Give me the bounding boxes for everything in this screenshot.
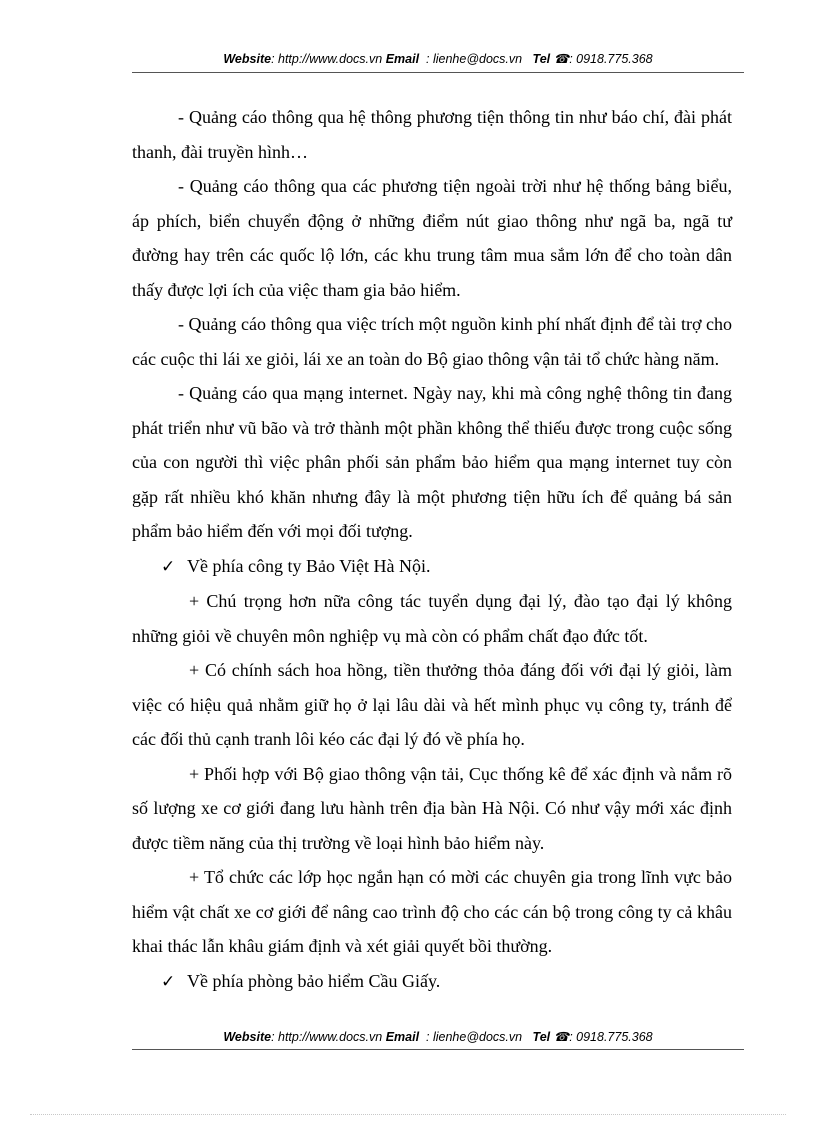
telephone-icon: ☎ xyxy=(553,1030,570,1044)
tel-label: Tel xyxy=(532,52,551,66)
tel-value: : 0918.775.368 xyxy=(569,52,653,66)
paragraph: + Chú trọng hơn nữa công tác tuyển dụng đại lý, đào tạo đại lý không những giỏi về chuyên môn nghiệp vụ mà còn có phẩm chất đạo đức tốt. xyxy=(132,591,732,646)
footer-divider xyxy=(132,1049,744,1050)
paragraph: - Quảng cáo qua mạng internet. Ngày nay, khi mà công nghệ thông tin đang phát triển như vũ bão và trở thành một phần không thể thiếu được trong cuộc sống của con người thì việc phân phối sản phẩm bảo hiểm qua mạng internet tuy còn gặp rất nhiều khó khăn nhưng đây là một phương tiện hữu ích để quảng bá sản phẩm bảo hiểm đến với mọi đối tượng. xyxy=(132,383,732,541)
website-value: : http://www.docs.vn xyxy=(271,1030,383,1044)
telephone-icon: ☎ xyxy=(553,52,570,66)
paragraph: + Phối hợp với Bộ giao thông vận tải, Cục thống kê để xác định và nắm rõ số lượng xe cơ giới đang lưu hành trên địa bàn Hà Nội. Có như vậy mới xác định được tiềm năng của thị trường về loại hình bảo hiểm này. xyxy=(132,763,732,853)
checkmark-icon: ✓ xyxy=(161,971,176,992)
email-value: : lienhe@docs.vn xyxy=(426,52,523,66)
header-divider xyxy=(132,72,744,73)
checklist-text: Về phía phòng bảo hiểm Cầu Giấy. xyxy=(187,970,441,991)
page-footer xyxy=(132,1029,744,1044)
website-label: Website xyxy=(223,52,272,66)
tel-label: Tel xyxy=(532,1030,551,1044)
email-label: Email xyxy=(385,52,420,66)
checkmark-icon: ✓ xyxy=(161,556,176,577)
website-label: Website xyxy=(223,1030,272,1044)
checklist-item xyxy=(132,964,732,1000)
paragraph: + Có chính sách hoa hồng, tiền thưởng thỏa đáng đối với đại lý giỏi, làm việc có hiệu quả nhằm giữ họ ở lại lâu dài và hết mình phục vụ công ty, tránh để các đối thủ cạnh tranh lôi kéo các đại lý đó về phía họ. xyxy=(132,660,732,749)
website-value: : http://www.docs.vn xyxy=(271,52,383,66)
page-boundary xyxy=(30,1114,786,1115)
tel-value: : 0918.775.368 xyxy=(569,1030,653,1044)
checklist-item xyxy=(132,549,732,585)
page-header xyxy=(132,51,744,66)
paragraph: - Quảng cáo thông qua các phương tiện ngoài trời như hệ thống bảng biểu, áp phích, biển chuyển động ở những điểm nút giao thông như ngã ba, ngã tư đường hay trên các quốc lộ lớn, các khu trung tâm mua sắm lớn để cho toàn dân thấy được lợi ích của việc tham gia bảo hiểm. xyxy=(132,176,732,300)
checklist-text: Về phía công ty Bảo Việt Hà Nội. xyxy=(187,555,431,576)
paragraph: + Tổ chức các lớp học ngắn hạn có mời các chuyên gia trong lĩnh vực bảo hiểm vật chất xe cơ giới để nâng cao trình độ cho các cán bộ trong công ty cả khâu khai thác lẫn khâu giám định và xét giải quyết bồi thường. xyxy=(132,867,732,956)
paragraph: - Quảng cáo thông qua hệ thông phương tiện thông tin như báo chí, đài phát thanh, đài truyền hình… xyxy=(132,107,732,162)
paragraph: - Quảng cáo thông qua việc trích một nguồn kinh phí nhất định để tài trợ cho các cuộc thi lái xe giỏi, lái xe an toàn do Bộ giao thông vận tải tổ chức hàng năm. xyxy=(132,314,732,369)
email-value: : lienhe@docs.vn xyxy=(426,1030,523,1044)
document-body xyxy=(132,100,732,999)
email-label: Email xyxy=(385,1030,420,1044)
